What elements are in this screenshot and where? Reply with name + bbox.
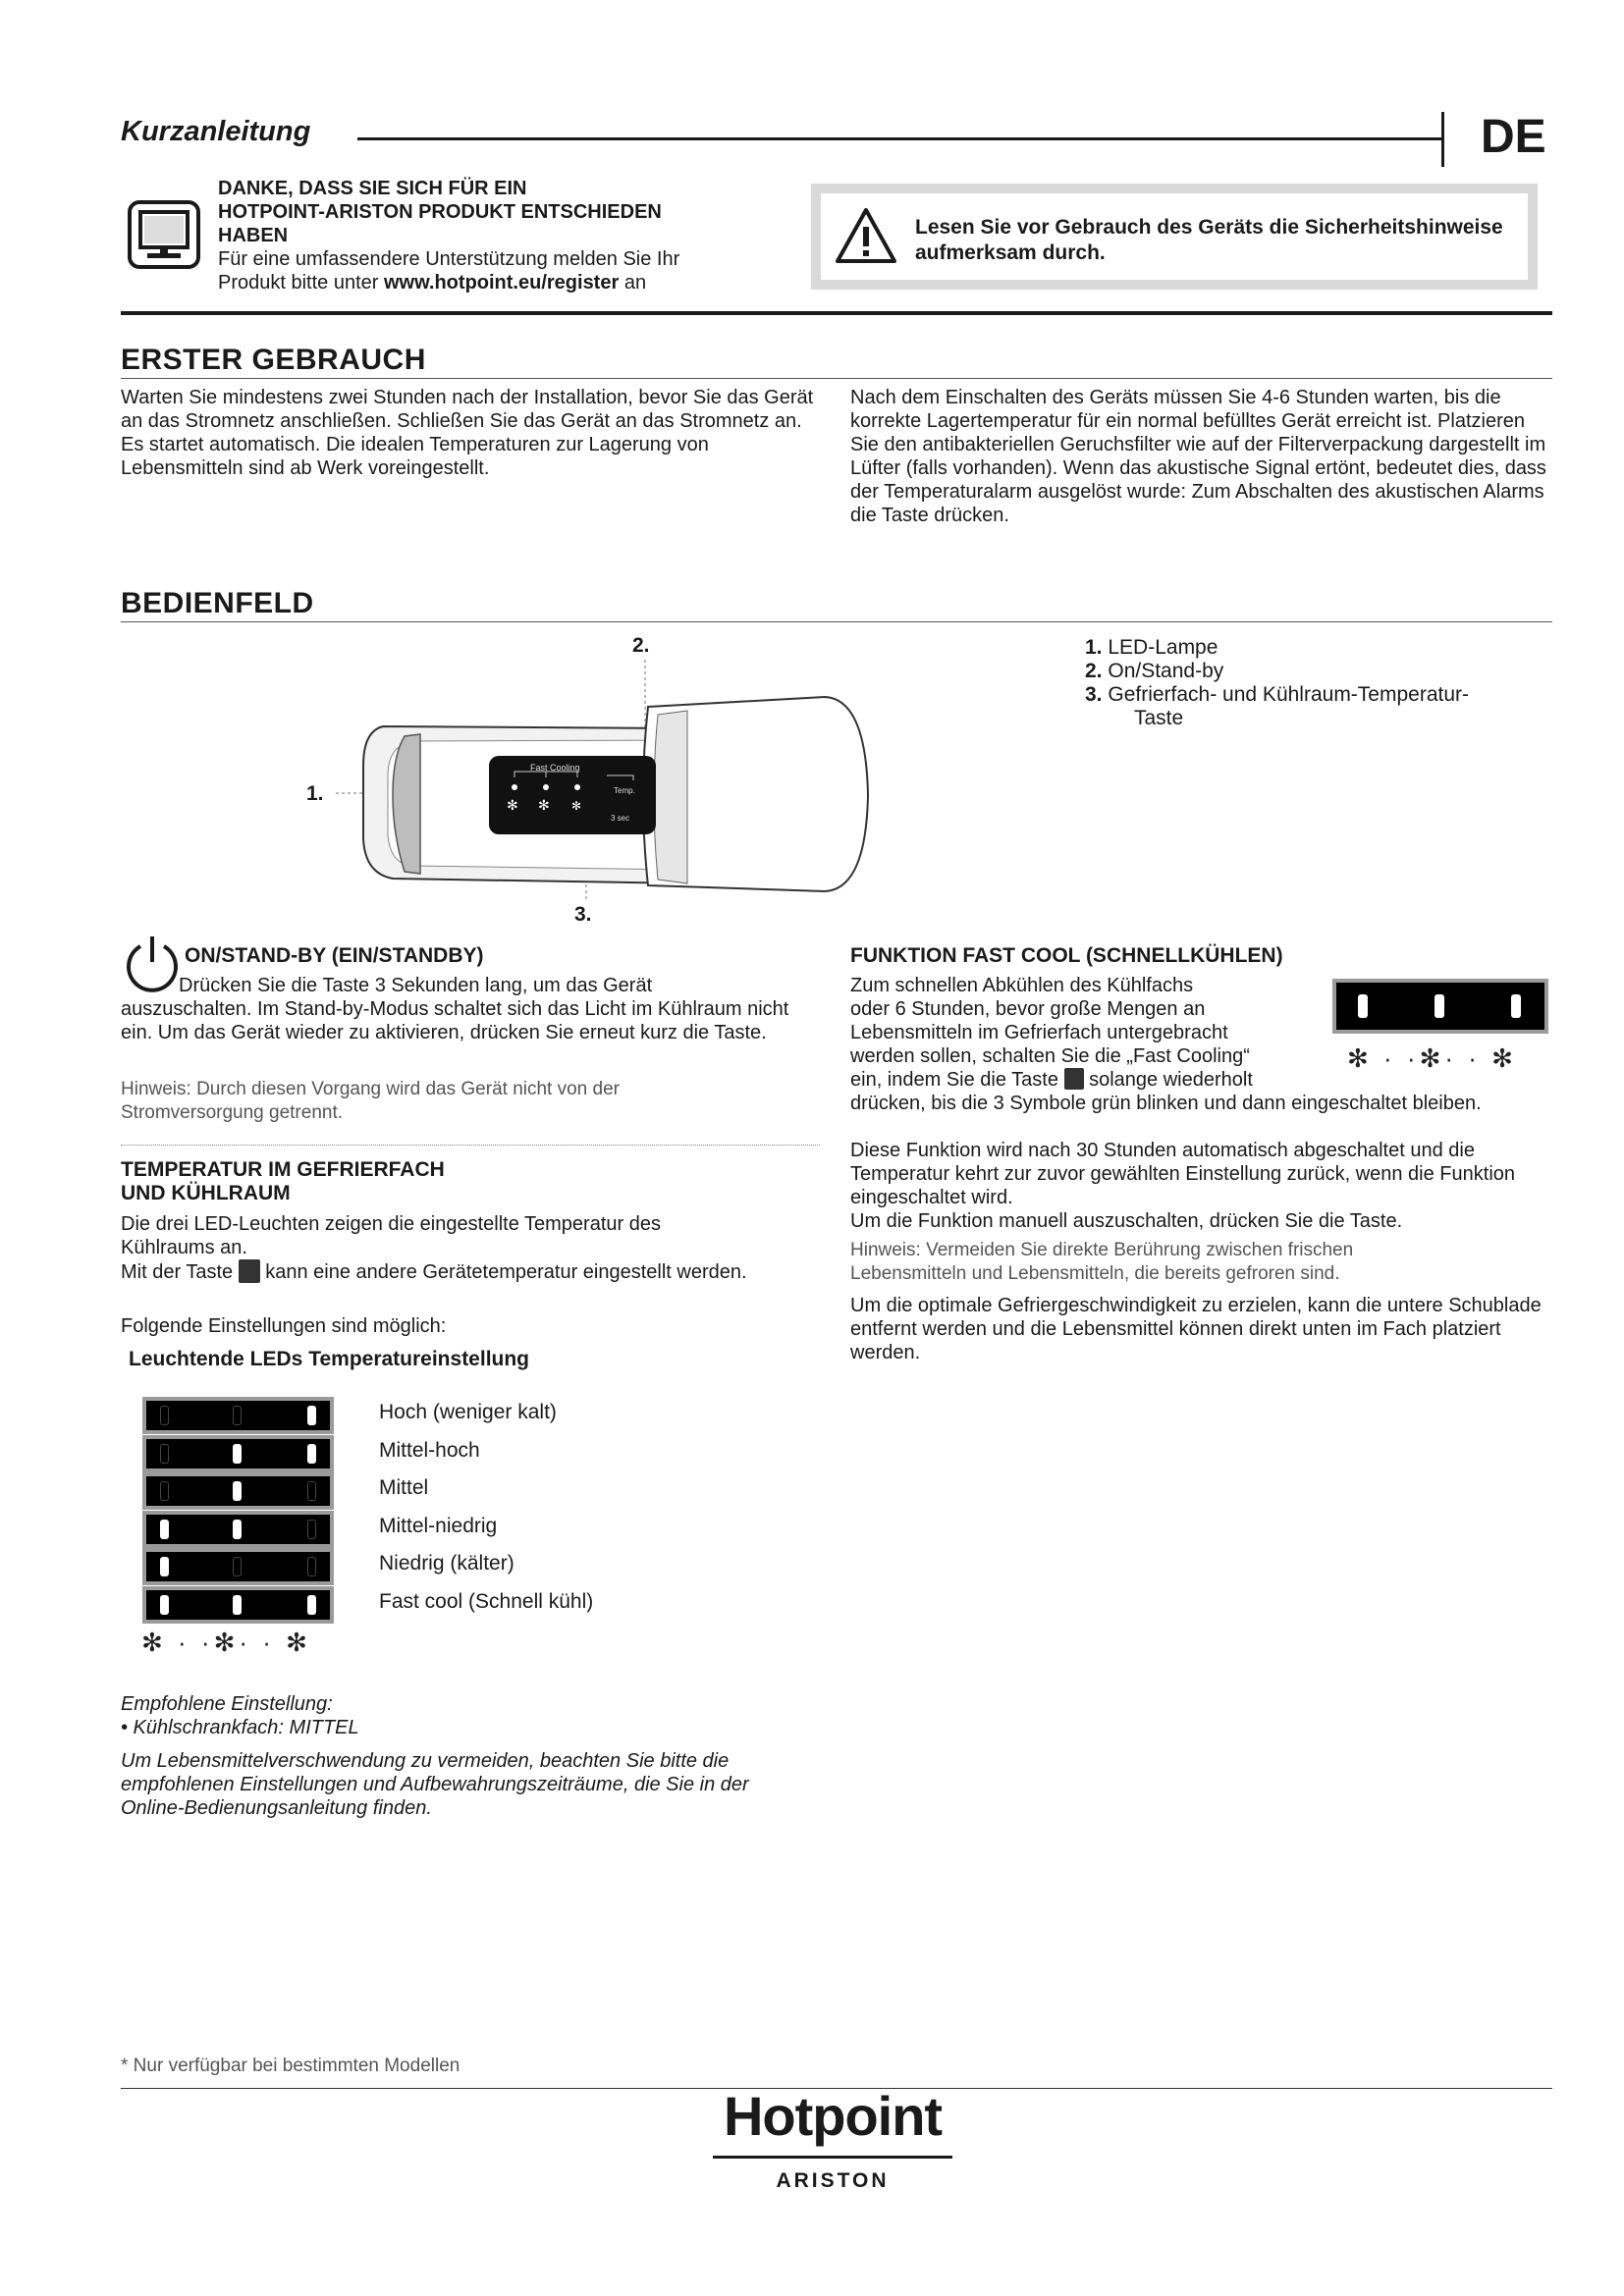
fastcool-line-4: werden sollen, schalten Sie die „Fast Cooling“ (850, 1045, 1250, 1067)
snowflake-icon: ✻ (141, 1628, 167, 1657)
svg-text:✻: ✻ (507, 798, 518, 814)
temperature-body-2 (121, 1259, 759, 1284)
onstandby-hint: Hinweis: Durch diesen Vorgang wird das Gerät nicht von der Stromversorgung getrennt. (121, 1079, 620, 1123)
fastcool-body-4: Um die optimale Gefriergeschwindigkeit zu erzielen, kann die untere Schublade entfernt werden und die Lebensmittel können direkt unten im Fach platziert werden. (850, 1295, 1542, 1363)
first-use-rule (121, 378, 1552, 379)
led-on (307, 1444, 316, 1464)
fastcool-line-1: Zum schnellen Abkühlen des Kühlfachs (850, 975, 1194, 996)
temperature-title (121, 1158, 445, 1205)
brand-logo-rule (713, 2156, 952, 2159)
led-on (233, 1481, 242, 1501)
waste-note: Um Lebensmittelverschwendung zu vermeiden, beachten Sie bitte die empfohlenen Einstellungen und Aufbewahrungszeiträume, die Sie in der Online-Bedienungsanleitung finden. (121, 1750, 749, 1819)
led-setting-label: Mittel (379, 1476, 429, 1499)
legend-text-3: Gefrierfach- und Kühlraum-Temperatur- (1108, 683, 1470, 706)
temperature-body-1: Die drei LED-Leuchten zeigen die eingestellte Temperatur des Kühlraums an. (121, 1213, 661, 1258)
led-setting-label: Hoch (weniger kalt) (379, 1401, 557, 1423)
register-post: an (619, 272, 647, 294)
panel-temp: Temp. (614, 786, 635, 795)
led-on (233, 1444, 242, 1464)
svg-text:✻: ✻ (538, 798, 550, 814)
temperature-body-2a: Mit der Taste (121, 1261, 234, 1283)
snowflake-icon: ✻ (1347, 1043, 1373, 1073)
led-off (307, 1557, 316, 1576)
led-setting-label: Mittel-niedrig (379, 1515, 498, 1537)
thanks-title-2: HOTPOINT-ARISTON PRODUKT ENTSCHIEDEN (218, 201, 662, 223)
led-setting-label: Niedrig (kälter) (379, 1552, 514, 1575)
temp-button-icon (239, 1259, 260, 1283)
fastcool-line-5a: ein, indem Sie die Taste (850, 1069, 1058, 1091)
fastcool-line-6: drücken, bis die 3 Symbole grün blinken und dann eingeschaltet bleiben. (850, 1093, 1482, 1114)
temperature-title-2: UND KÜHLRAUM (121, 1182, 291, 1204)
fastcool-hint: Hinweis: Vermeiden Sie direkte Berührung zwischen frischen Lebensmitteln und Lebensmitteln, die bereits gefroren sind. (850, 1240, 1354, 1284)
onstandby-divider (121, 1145, 820, 1146)
fastcool-led (1511, 994, 1521, 1018)
doc-title: Kurzanleitung (121, 116, 311, 147)
monitor-icon (128, 200, 200, 269)
legend-num-2: 2. (1085, 660, 1103, 682)
fastcool-body-3: Um die Funktion manuell auszuschalten, drücken Sie die Taste. (850, 1210, 1403, 1232)
panel-fast-cooling: Fast Cooling (530, 763, 580, 773)
thanks-block (218, 177, 768, 294)
register-pre: Produkt bitte unter (218, 272, 384, 294)
thanks-title-1: DANKE, DASS SIE SICH FÜR EIN (218, 178, 527, 199)
fastcool-title: FUNKTION FAST COOL (SCHNELLKÜHLEN) (850, 944, 1283, 967)
register-line-2 (218, 271, 768, 294)
led-off (160, 1481, 169, 1501)
snowflake-icon: ✻ (286, 1628, 311, 1657)
legend-item-2 (1085, 660, 1546, 683)
panel-3sec: 3 sec (611, 814, 630, 823)
onstandby-title: ON/STAND-BY (EIN/STANDBY) (185, 944, 484, 967)
led-on (307, 1406, 316, 1425)
legend-num-3: 3. (1085, 683, 1103, 706)
led-on (307, 1595, 316, 1615)
section-title-first-use: ERSTER GEBRAUCH (121, 344, 426, 376)
led-on (233, 1595, 242, 1615)
led-off (160, 1406, 169, 1425)
settings-table (0, 0, 1, 1)
led-on (160, 1520, 169, 1539)
intro-rule (121, 311, 1552, 315)
fastcool-line-3: Lebensmitteln im Gefrierfach untergebracht (850, 1022, 1228, 1043)
first-use-left: Warten Sie mindestens zwei Stunden nach der Installation, bevor Sie das Gerät an das Stromnetz anschließen. Schließen Sie das Gerät an das Stromnetz an. Es startet automatisch. Die idealen Temperaturen zur Lagerung von Lebensmitteln sind ab Werk voreingestellt. (121, 387, 814, 479)
callout-2: 2. (632, 634, 650, 657)
snowflake-icon: ✻ (1419, 1043, 1445, 1073)
register-url: www.hotpoint.eu/register (383, 272, 620, 294)
recommended-2: • Kühlschrankfach: MITTEL (121, 1717, 359, 1738)
fastcool-body-2: Diese Funktion wird nach 30 Stunden automatisch abgeschaltet und die Temperatur kehrt zur zuvor gewählten Einstellung zurück, wenn die Funktion eingeschaltet wird. (850, 1140, 1516, 1208)
callout-1: 1. (306, 782, 324, 805)
control-panel-rule (121, 621, 1552, 622)
temperature-title-1: TEMPERATUR IM GEFRIERFACH (121, 1158, 445, 1181)
legend-num-1: 1. (1085, 636, 1103, 659)
safety-warning-text (915, 215, 1504, 266)
led-off (233, 1557, 242, 1576)
section-title-control-panel: BEDIENFELD (121, 587, 314, 619)
thanks-title-3: HABEN (218, 225, 289, 246)
led-setting-row (142, 1511, 334, 1548)
settings-table-header: Leuchtende LEDs Temperatureinstellung (129, 1348, 530, 1370)
fastcool-line-5 (850, 1068, 1302, 1092)
legend-text-1: LED-Lampe (1108, 636, 1218, 659)
onstandby-body-1: Drücken Sie die Taste 3 Sekunden lang, um das Gerät (179, 975, 653, 996)
register-line-1: Für eine umfassendere Unterstützung melden Sie Ihr (218, 248, 680, 270)
snowflake-row-temp: ✻ · ·✻· · ✻ (141, 1628, 311, 1657)
led-off (307, 1520, 316, 1539)
led-off (160, 1444, 169, 1464)
warning-line-1: Lesen Sie vor Gebrauch des Geräts die Sicherheitshinweise (915, 216, 1503, 239)
fastcool-led-panel (1332, 979, 1548, 1034)
first-use-right: Nach dem Einschalten des Geräts müssen Sie 4-6 Stunden warten, bis die korrekte Lagertemperatur für ein normal befülltes Gerät erreicht ist. Platzieren Sie den antibakteriellen Geruchsfilter wie auf der Filterverpackung dargestellt im Lüfter (falls vorhanden). Wenn das akustische Signal ertönt, bedeutet dies, dass der Temperaturalarm ausgelöst wurde: Zum Abschalten des akustischen Alarms die Taste drücken. (850, 387, 1546, 526)
led-setting-label: Fast cool (Schnell kühl) (379, 1590, 594, 1613)
fastcool-led (1435, 994, 1444, 1018)
led-setting-row (142, 1586, 334, 1624)
led-off (233, 1406, 242, 1425)
led-setting-row (142, 1548, 334, 1585)
brand-logo-sub: ARISTON (776, 2169, 890, 2192)
fastcool-body-1 (850, 974, 1302, 1092)
control-panel-legend (1085, 636, 1546, 730)
led-setting-row (142, 1397, 334, 1434)
onstandby-body-2: auszuschalten. Im Stand-by-Modus schaltet sich das Licht im Kühlraum nicht ein. Um das Gerät wieder zu aktivieren, drücken Sie erneut kurz die Taste. (121, 998, 789, 1043)
fastcool-line-5b: solange wiederholt (1089, 1069, 1253, 1091)
header-rule (357, 137, 1443, 140)
led-setting-row (142, 1472, 334, 1510)
header-rule-tick (1441, 112, 1444, 167)
control-panel-illustration (295, 638, 903, 923)
temp-button-icon (1064, 1068, 1084, 1090)
led-off (307, 1481, 316, 1501)
fastcool-line-2: oder 6 Stunden, bevor große Mengen an (850, 998, 1206, 1020)
recommended-1: Empfohlene Einstellung: (121, 1693, 333, 1715)
callout-3: 3. (574, 903, 592, 926)
snowflake-row-fastcool: ✻ · ·✻· · ✻ (1347, 1043, 1517, 1073)
led-setting-row (142, 1435, 334, 1472)
fastcool-led (1358, 994, 1368, 1018)
snowflake-icon: ✻ (213, 1628, 240, 1657)
warning-line-2: aufmerksam durch. (915, 241, 1106, 264)
led-on (233, 1520, 242, 1539)
led-on (160, 1595, 169, 1615)
snowflake-icon: ✻ (1491, 1043, 1517, 1073)
temperature-body-2b: kann eine andere Gerätetemperatur eingestellt werden. (265, 1261, 747, 1283)
legend-item-3-cont: Taste (1134, 707, 1184, 729)
power-icon (121, 933, 184, 995)
legend-item-3 (1085, 683, 1546, 707)
safety-warning-box (811, 184, 1538, 290)
legend-item-1 (1085, 636, 1546, 660)
temperature-body-3: Folgende Einstellungen sind möglich: (121, 1315, 447, 1337)
led-on (160, 1557, 169, 1576)
legend-text-2: On/Stand-by (1108, 660, 1224, 682)
svg-text:✻: ✻ (571, 799, 582, 813)
warning-triangle-icon (835, 207, 897, 264)
footnote: * Nur verfügbar bei bestimmten Modellen (121, 2056, 460, 2076)
brand-logo-main: Hotpoint (723, 2085, 943, 2147)
language-code: DE (1481, 111, 1546, 163)
led-setting-label: Mittel-hoch (379, 1439, 480, 1462)
